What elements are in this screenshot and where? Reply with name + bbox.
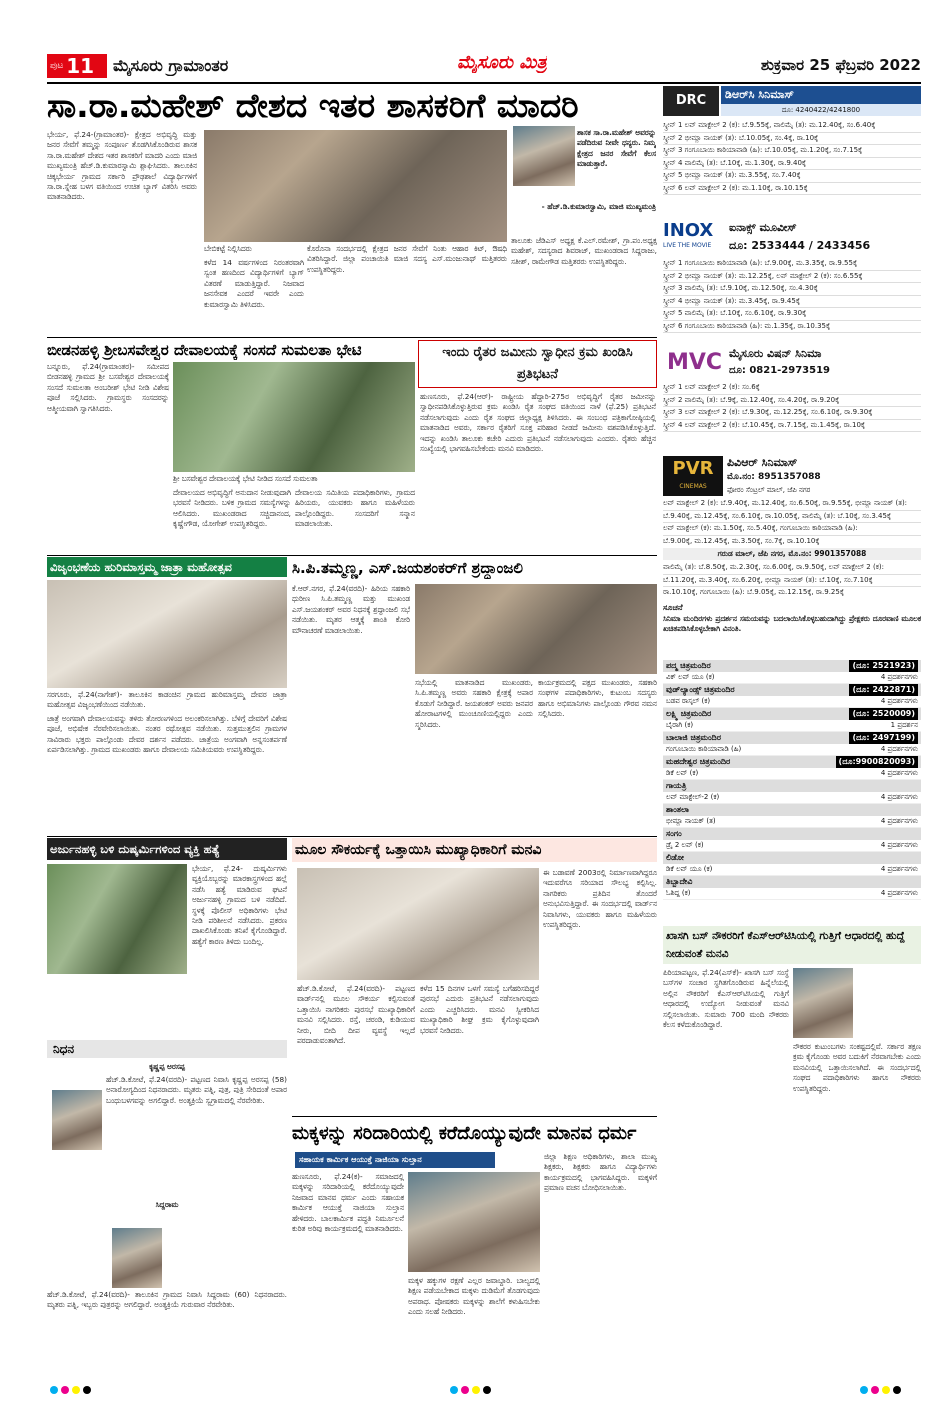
theatre-film: ಬೈರಾಗಿ (ಕ) xyxy=(666,721,694,729)
theatre-film-row xyxy=(663,768,921,780)
theatre-film: ಲವ್ ಮಾಕ್ಟೇಲ್-2 (ಕ) xyxy=(666,793,720,801)
obituary-heading-box: ನಿಧನ xyxy=(47,1040,287,1058)
theatre-film-row xyxy=(663,816,921,828)
theatre-name xyxy=(663,852,921,864)
theatre-name xyxy=(663,684,921,696)
theatre-shows: 1 ಪ್ರದರ್ಶನ xyxy=(890,721,918,729)
theatre-film-row xyxy=(663,864,921,876)
theatre-film-row xyxy=(663,720,921,732)
mvc-row: ಸ್ಕ್ರೀನ್ 4 ಲವ್ ಮಾಕ್ಟೇಲ್ 2 (ಕ): ಬೆ.10.45ಕ್ಕೆ, ರಾ.7.15ಕ್ಕೆ, ಮ.1.45ಕ್ಕೆ, ರಾ.10ಕ್ಕೆ xyxy=(663,420,921,433)
obituary-photo-2 xyxy=(112,1228,162,1288)
theatre-film: ಡ್ರೈ 2 ಲವ್ (ಕ) xyxy=(666,841,704,849)
story2-caption: ಶ್ರೀ ಬಸವೇಶ್ವರ ದೇವಾಲಯಕ್ಕೆ ಭೇಟಿ ನೀಡಿದ ಸಂಸದೆ ಸುಮಲತಾ xyxy=(173,474,318,483)
pvr-logo-text: PVR xyxy=(672,458,714,479)
black-dot xyxy=(83,1386,91,1394)
lead-photo xyxy=(204,130,507,242)
story3-headline-box: ಇಂದು ರೈತರ ಜಮೀನು ಸ್ವಾಧೀನ ಕ್ರಮ ಖಂಡಿಸಿ ಪ್ರತಿಭಟನೆ xyxy=(418,340,657,388)
theatre-shows: 4 ಪ್ರದರ್ಶನಗಳು xyxy=(880,841,918,849)
magenta-dot xyxy=(61,1386,69,1394)
pvr-row-2: ಬೆ.11.20ಕ್ಕೆ, ಮ.3.40ಕ್ಕೆ, ಸಂ.6.20ಕ್ಕೆ, ಭೀಮ್ಲಾ ನಾಯಕ್ (ತ): ಬೆ.10ಕ್ಕೆ, ಸಂ.7.10ಕ್ಕೆ xyxy=(663,575,921,588)
theatre-film: ಡಿಕೆ ಲವ್ (ಕ) xyxy=(666,769,699,777)
theatre-film-row xyxy=(663,888,921,900)
mvc-phone: ದೂ: 0821-2973519 xyxy=(729,365,831,376)
story4-caption: ಸರಗೂರು, ಫೆ.24(ನಾಗೇಶ್)- ತಾಲೂಕಿನ ಕಾಡಂಚಿನ ಗ್ರಾಮದ ಹುರಿಮಾಸ್ತಮ್ಮ ದೇವರ ಜಾತ್ರಾ ಮಹೋತ್ಸವ ವಿಜೃಂಭಣೆಯಿಂದ ನಡೆಯಿತು. xyxy=(47,690,287,710)
pvr-row-2: ವಾಲಿಮೈ (ತ): ಬೆ.8.50ಕ್ಕೆ, ಮ.2.30ಕ್ಕೆ, ಸಂ.6.00ಕ್ಕೆ, ರಾ.9.50ಕ್ಕೆ, ಲವ್ ಮಾಕ್ಟೇಲ್ 2 (ಕ): xyxy=(663,562,921,575)
pvr-row: ಬೆ.9.40ಕ್ಕೆ, ಮ.12.45ಕ್ಕೆ, ಸಂ.6.10ಕ್ಕೆ, ರಾ.10.05ಕ್ಕೆ, ವಾಲಿಮೈ (ತ): ಬೆ.10ಕ್ಕೆ, ಸಂ.3.45ಕ್ಕೆ xyxy=(663,511,921,524)
theatre-shows: 4 ಪ್ರದರ್ಶನಗಳು xyxy=(880,673,918,681)
theatre-film-row xyxy=(663,696,921,708)
inox-row: ಸ್ಕ್ರೀನ್ 5 ವಾಲಿಮೈ (ತ): ಬೆ.10ಕ್ಕೆ, ಸಂ.6.10ಕ್ಕೆ, ರಾ.9.30ಕ್ಕೆ xyxy=(663,308,921,321)
story6-headline-box: ಅರ್ಜುನಹಳ್ಳಿ ಬಳಿ ದುಷ್ಕರ್ಮಿಗಳಿಂದ ವ್ಯಕ್ತಿ ಹತ್ಯೆ xyxy=(47,838,287,860)
mvc-row: ಸ್ಕ್ರೀನ್ 2 ವಾಲಿಮೈ (ತ): ಬೆ.9ಕ್ಕೆ, ಮ.12.40ಕ್ಕೆ, ಸಂ.4.20ಕ್ಕೆ, ರಾ.9.20ಕ್ಕೆ xyxy=(663,395,921,408)
story8-sub-box: ಸಹಾಯಕ ಕಾರ್ಮಿಕ ಆಯುಕ್ತೆ ನಾಜಿಯಾ ಸುಲ್ತಾನ xyxy=(295,1152,495,1168)
pvr-list-2 xyxy=(663,562,921,598)
story9-col-1: ಪಿರಿಯಾಪಟ್ಟಣ, ಫೆ.24(ಎಸ್‌ಕೆ)- ಖಾಸಗಿ ಬಸ್ ಸಂಸ್ಥೆ ಬಸ್‌ಗಳ ಸಂಚಾರ ಸ್ಥಗಿತಗೊಂಡಿರುವ ಹಿನ್ನೆಲೆಯಲ್ಲಿ ಅಲ್ಲಿನ ನೌಕರರಿಗೆ ಕೆಎಸ್‌ಆರ್‌ಟಿಸಿಯಲ್ಲಿ ಗುತ್ತಿಗೆ ಆಧಾರದಲ್ಲಿ ಉದ್ಯೋಗ ನೀಡುವಂತೆ ಮನವಿ ಸಲ್ಲಿಸಲಾಯಿತು. ಸುಮಾರು 700 ಮಂದಿ ನೌಕರರು ಕೆಲಸ ಕಳೆದುಕೊಂಡಿದ್ದಾರೆ. xyxy=(663,968,789,1030)
obituary-body-2: ಹೆಚ್.ಡಿ.ಕೋಟೆ, ಫೆ.24(ವರದಿ)- ತಾಲೂಕಿನ ಗ್ರಾಮದ ನಿವಾಸಿ ಸಿದ್ದರಾಮ (60) ನಿಧನರಾದರು. ಮೃತರು ಪತ್ನಿ, ಇಬ್ಬರು ಪುತ್ರರನ್ನು ಅಗಲಿದ್ದಾರೆ. ಅಂತ್ಯಕ್ರಿಯೆ ಗುರುವಾರ ನೆರವೇರಿತು. xyxy=(47,1290,287,1310)
theatre-title: ಶಾಂತಲಾ xyxy=(666,805,689,814)
inox-row: ಸ್ಕ್ರೀನ್ 2 ಭೀಮ್ಲಾ ನಾಯಕ್ (ತ): ಮ.12.25ಕ್ಕೆ, ಲವ್ ಮಾಕ್ಟೇಲ್ 2 (ಕ): ಸಂ.6.55ಕ್ಕೆ xyxy=(663,271,921,284)
theatre-shows: 4 ಪ್ರದರ್ಶನಗಳು xyxy=(880,889,918,897)
story8-col-1: ಹುಣಸೂರು, ಫೆ.24(ಕ)- ಸಮಾಜದಲ್ಲಿ ಮಕ್ಕಳನ್ನು ಸರಿದಾರಿಯಲ್ಲಿ ಕರೆದೊಯ್ಯುವುದೇ ನಿಜವಾದ ಮಾನವ ಧರ್ಮ ಎಂದು ಸಹಾಯಕ ಕಾರ್ಮಿಕ ಆಯುಕ್ತೆ ನಾಜಿಯಾ ಸುಲ್ತಾನ ಹೇಳಿದರು. ಬಾಲಕಾರ್ಮಿಕ ಪದ್ಧತಿ ನಿರ್ಮೂಲನೆ ಕುರಿತ ಅರಿವು ಕಾರ್ಯಕ್ರಮದಲ್ಲಿ ಮಾತನಾಡಿದರು. xyxy=(292,1172,404,1234)
theatre-phone: (ದೂ: 2497199) xyxy=(849,732,918,744)
footer-marks-center xyxy=(450,1386,491,1394)
lead-col-1: ಭೇರ್ಯ, ಫೆ.24-(ಗ್ರಾಮಾಂತರ)- ಕ್ಷೇತ್ರದ ಅಭಿವೃದ್ಧಿ ಮತ್ತು ಜನರ ಸೇವೆಗೆ ತಮ್ಮನ್ನು ಸಂಪೂರ್ಣ ತೊಡಗಿಸಿಕೊಂಡಿರುವ ಶಾಸಕ ಸಾ.ರಾ.ಮಹೇಶ್ ದೇಶದ ಇತರ ಶಾಸಕರಿಗೆ ಮಾದರಿ ಎಂದು ಮಾಜಿ ಮುಖ್ಯಮಂತ್ರಿ ಹೆಚ್.ಡಿ.ಕುಮಾರಸ್ವಾಮಿ ಶ್ಲಾಘಿಸಿದರು. ತಾಲೂಕಿನ ಚಿಕ್ಕಭೇರ್ಯ ಗ್ರಾಮದ ಸರ್ಕಾರಿ ಪ್ರೌಢಶಾಲೆ ವಿದ್ಯಾರ್ಥಿಗಳಿಗೆ ಸಾ.ರಾ.ಸ್ನೇಹ ಬಳಗ ವತಿಯಿಂದ ಉಚಿತ ಬ್ಯಾಗ್ ವಿತರಿಸಿ ಅವರು ಮಾತನಾಡಿದರು. xyxy=(47,130,197,202)
section-title: ಮೈಸೂರು ಗ್ರಾಮಾಂತರ xyxy=(113,56,229,75)
theatre-film: ಡಿಕೆ ಲವ್ ಯೂ (ಕ) xyxy=(666,865,713,873)
story3-body: ಹುಣಸೂರು, ಫೆ.24(ಆರ್)- ರಾಷ್ಟ್ರೀಯ ಹೆದ್ದಾರಿ-275ರ ಅಭಿವೃದ್ಧಿಗೆ ರೈತರ ಜಮೀನನ್ನು ಸ್ವಾಧೀನಪಡಿಸಿಕೊಳ್ಳುತ್ತಿರುವ ಕ್ರಮ ಖಂಡಿಸಿ ರೈತ ಸಂಘದ ವತಿಯಿಂದ ನಾಳೆ (ಫೆ.25) ಪ್ರತಿಭಟನೆ ನಡೆಸಲಾಗುವುದು ಎಂದು ರೈತ ಸಂಘದ ಜಿಲ್ಲಾಧ್ಯಕ್ಷ ತಿಳಿಸಿದರು. ಈ ಸಂಬಂಧ ಪತ್ರಿಕಾಗೋಷ್ಠಿಯಲ್ಲಿ ಮಾತನಾಡಿದ ಅವರು, ಸರ್ಕಾರ ರೈತರಿಗೆ ಸೂಕ್ತ ಪರಿಹಾರ ನೀಡದೆ ಜಮೀನು ವಶಪಡಿಸಿಕೊಳ್ಳುತ್ತಿದೆ. ಇದನ್ನು ಖಂಡಿಸಿ ತಾಲೂಕು ಕಚೇರಿ ಎದುರು ಪ್ರತಿಭಟನೆ ನಡೆಸಲಾಗುವುದು ಎಂದರು. ರೈತರು ಹೆಚ್ಚಿನ ಸಂಖ್ಯೆಯಲ್ಲಿ ಭಾಗವಹಿಸಬೇಕೆಂದು ಮನವಿ ಮಾಡಿದರು. xyxy=(420,392,656,454)
story8-col-3: ಜಿಲ್ಲಾ ಶಿಕ್ಷಣ ಅಧಿಕಾರಿಗಳು, ಶಾಲಾ ಮುಖ್ಯ ಶಿಕ್ಷಕರು, ಶಿಕ್ಷಕರು ಹಾಗೂ ವಿದ್ಯಾರ್ಥಿಗಳು ಕಾರ್ಯಕ್ರಮದಲ್ಲಿ ಭಾಗವಹಿಸಿದ್ದರು. ಮಕ್ಕಳಿಗೆ ಪ್ರಮಾಣ ವಚನ ಬೋಧಿಸಲಾಯಿತು. xyxy=(544,1152,657,1193)
lead-col-4: ಕೊರೊನಾ ಸಂದರ್ಭದಲ್ಲಿ ಕ್ಷೇತ್ರದ ಜನರ ಸೇವೆಗೆ ನಿಂತು ಆಹಾರ ಕಿಟ್, ಔಷಧಿ ವಿತರಿಸಿದ್ದಾರೆ. ಜಿಲ್ಲಾ ಪಂಚಾಯಿತಿ ಮಾಜಿ ಸದಸ್ಯ ಎಸ್.ಮಂಜುನಾಥ್ ಮತ್ತಿತರರು ಉಪಸ್ಥಿತರಿದ್ದರು. xyxy=(307,244,507,274)
story5-photo xyxy=(415,584,657,674)
drc-list xyxy=(663,120,921,220)
theatre-phone: (ದೂ: 2520009) xyxy=(849,708,918,720)
story2-col-2: ದೇವಾಲಯದ ಅಭಿವೃದ್ಧಿಗೆ ಅನುದಾನ ನೀಡುವುದಾಗಿ ಭರವಸೆ ನೀಡಿದರು. ಬಳಿಕ ಗ್ರಾಮದ ಸಮಸ್ಯೆಗಳನ್ನು ಆಲಿಸಿದರು. ಮುಖಂಡರಾದ ಸಚ್ಚಿದಾನಂದ, ಕೃಷ್ಣೇಗೌಡ, ಯೋಗೇಶ್ ಉಪಸ್ಥಿತರಿದ್ದರು. xyxy=(173,488,291,529)
theatre-name xyxy=(663,804,921,816)
drc-row: ಸ್ಕ್ರೀನ್ 5 ಭೀಮ್ಲಾ ನಾಯಕ್ (ತ): ಮ.3.55ಕ್ಕೆ, ಸಂ.7.40ಕ್ಕೆ xyxy=(663,170,921,183)
lead-quote-box xyxy=(511,126,656,232)
story5-col-1: ಕೆ.ಆರ್.ನಗರ, ಫೆ.24(ವರದಿ)- ಹಿರಿಯ ಸಹಕಾರಿ ಧುರೀಣ ಸಿ.ಪಿ.ತಮ್ಮಣ್ಣ ಮತ್ತು ಮುಖಂಡ ಎಸ್.ಜಯಶಂಕರ್ ಅವರ ನಿಧನಕ್ಕೆ ಶ್ರದ್ಧಾಂಜಲಿ ಸಭೆ ನಡೆಯಿತು. ಮೃತರ ಆತ್ಮಕ್ಕೆ ಶಾಂತಿ ಕೋರಿ ಮೌನಾಚರಣೆ ಮಾಡಲಾಯಿತು. xyxy=(292,584,410,635)
drc-row: ಸ್ಕ್ರೀನ್ 4 ವಾಲಿಮೈ (ತ): ಬೆ.10ಕ್ಕೆ, ಮ.1.30ಕ್ಕೆ, ರಾ.9.40ಕ್ಕೆ xyxy=(663,158,921,171)
obituary-name-1: ಕೃಷ್ಣಪ್ಪ ಅರಸಪ್ಪ xyxy=(149,1062,185,1071)
theatre-film: ಗಂಗೂಬಾಯಿ ಕಾಠಿಯಾವಾಡಿ (ಹಿ) xyxy=(666,745,742,753)
story8-col-2: ಮಕ್ಕಳ ಹಕ್ಕುಗಳ ರಕ್ಷಣೆ ಎಲ್ಲರ ಜವಾಬ್ದಾರಿ. ಬಾಲ್ಯದಲ್ಲಿ ಶಿಕ್ಷಣ ಪಡೆಯಬೇಕಾದ ಮಕ್ಕಳು ದುಡಿಮೆಗೆ ತೊಡಗುವುದು ಅಪರಾಧ. ಪೋಷಕರು ಮಕ್ಕಳನ್ನು ಶಾಲೆಗೆ ಕಳುಹಿಸಬೇಕು ಎಂದು ಸಲಹೆ ನೀಡಿದರು. xyxy=(408,1276,540,1317)
theatre-name xyxy=(663,780,921,792)
yellow-dot xyxy=(472,1386,480,1394)
mvc-row: ಸ್ಕ್ರೀನ್ 1 ಲವ್ ಮಾಕ್ಟೇಲ್ 2 (ಕ): ಸಂ.6ಕ್ಕೆ xyxy=(663,382,921,395)
obituary-body-1: ಹೆಚ್.ಡಿ.ಕೋಟೆ, ಫೆ.24(ವರದಿ)- ಪಟ್ಟಣದ ನಿವಾಸಿ ಕೃಷ್ಣಪ್ಪ ಅರಸಪ್ಪ (58) ಅನಾರೋಗ್ಯದಿಂದ ನಿಧನರಾದರು. ಮೃತರು ಪತ್ನಿ, ಪುತ್ರ, ಪುತ್ರಿ ಸೇರಿದಂತೆ ಅಪಾರ ಬಂಧುಬಳಗವನ್ನು ಅಗಲಿದ್ದಾರೆ. ಅಂತ್ಯಕ್ರಿಯೆ ಸ್ವಗ್ರಾಮದಲ್ಲಿ ನೆರವೇರಿತು. xyxy=(106,1075,287,1105)
story4-body: ಜಾತ್ರೆ ಅಂಗವಾಗಿ ದೇವಾಲಯವನ್ನು ತಳಿರು ತೋರಣಗಳಿಂದ ಅಲಂಕರಿಸಲಾಗಿತ್ತು. ಬೆಳಿಗ್ಗೆ ದೇವರಿಗೆ ವಿಶೇಷ ಪೂಜೆ, ಅಭಿಷೇಕ ನೆರವೇರಿಸಲಾಯಿತು. ನಂತರ ರಥೋತ್ಸವ ನಡೆಯಿತು. ಸುತ್ತಮುತ್ತಲಿನ ಗ್ರಾಮಗಳ ಸಾವಿರಾರು ಭಕ್ತರು ಪಾಲ್ಗೊಂಡು ದೇವರ ದರ್ಶನ ಪಡೆದರು. ಜಾತ್ರೆಯ ಅಂಗವಾಗಿ ಅನ್ನಸಂತರ್ಪಣೆ ಏರ್ಪಡಿಸಲಾಗಿತ್ತು. ಗ್ರಾಮದ ಮುಖಂಡರು ಹಾಗೂ ದೇವಾಲಯ ಸಮಿತಿಯವರು ಉಪಸ್ಥಿತರಿದ್ದರು. xyxy=(47,714,287,755)
story8-headline-box: ಮಕ್ಕಳನ್ನು ಸರಿದಾರಿಯಲ್ಲಿ ಕರೆದೊಯ್ಯುವುದೇ ಮಾನವ ಧರ್ಮ xyxy=(292,1123,637,1144)
pvr-header xyxy=(663,456,921,496)
theatre-name xyxy=(663,732,921,744)
story9-headline-box: ಖಾಸಗಿ ಬಸ್ ನೌಕರರಿಗೆ ಕೆಎಸ್‌ಆರ್‌ಟಿಸಿಯಲ್ಲಿ ಗುತ್ತಿಗೆ ಆಧಾರದಲ್ಲಿ ಹುದ್ದೆ ನೀಡುವಂತೆ ಮನವಿ xyxy=(663,926,921,964)
pvr-row: ಲವ್ ಮಾಕ್ಟೇಲ್ 2 (ಕ): ಬೆ.9.40ಕ್ಕೆ, ಮ.12.40ಕ್ಕೆ, ಸಂ.6.50ಕ್ಕೆ, ರಾ.9.55ಕ್ಕೆ, ಭೀಮ್ಲಾ ನಾಯಕ್ (ತ): xyxy=(663,498,921,511)
drc-row: ಸ್ಕ್ರೀನ್ 6 ಲವ್ ಮಾಕ್ಟೇಲ್ 2 (ಕ): ಮ.1.10ಕ್ಕೆ, ರಾ.10.15ಕ್ಕೆ xyxy=(663,183,921,196)
theatre-shows: 4 ಪ್ರದರ್ಶನಗಳು xyxy=(880,697,918,705)
pvr-list xyxy=(663,498,921,546)
drc-row: ಸ್ಕ್ರೀನ್ 1 ಲವ್ ಮಾಕ್ಟೇಲ್ 2 (ಕ): ಬೆ.9.55ಕ್ಕೆ, ವಾಲಿಮೈ (ತ): ಮ.12.40ಕ್ಕೆ, ಸಂ.6.40ಕ್ಕೆ xyxy=(663,120,921,133)
theatre-title: ಸಂಗಂ xyxy=(666,829,682,838)
pvr-logo-tag: CINEMAS xyxy=(679,483,707,490)
theatre-title: ವುಡ್‌ಲ್ಯಾಂಡ್ಸ್ ಚಿತ್ರಮಂದಿರ xyxy=(666,685,735,694)
theatre-phone: (ದೂ: 2521923) xyxy=(849,660,918,672)
theatre-shows: 4 ಪ್ರದರ್ಶನಗಳು xyxy=(880,865,918,873)
story7-headline-box: ಮೂಲ ಸೌಕರ್ಯಕ್ಕೆ ಒತ್ತಾಯಿಸಿ ಮುಖ್ಯಾಧಿಕಾರಿಗೆ ಮನವಿ xyxy=(292,838,657,862)
theatre-film-row xyxy=(663,840,921,852)
rule-3 xyxy=(47,836,657,837)
theatre-name xyxy=(663,660,921,672)
page-header xyxy=(47,52,921,82)
story7-photo xyxy=(297,868,539,980)
story6-photo xyxy=(47,864,187,974)
magenta-dot xyxy=(871,1386,879,1394)
story7-col-2: ಕಳೆದ 15 ದಿನಗಳ ಒಳಗೆ ಸಮಸ್ಯೆ ಬಗೆಹರಿಸದಿದ್ದರೆ ಪುರಸಭೆ ಎದುರು ಪ್ರತಿಭಟನೆ ನಡೆಸಲಾಗುವುದು ಎಂದು ಎಚ್ಚರಿಸಿದರು. ಮನವಿ ಸ್ವೀಕರಿಸಿದ ಮುಖ್ಯಾಧಿಕಾರಿ ಶೀಘ್ರ ಕ್ರಮ ಕೈಗೊಳ್ಳುವುದಾಗಿ ಭರವಸೆ ನೀಡಿದರು. xyxy=(420,984,539,1035)
story2-col-3: ದೇವಾಲಯ ಸಮಿತಿಯ ಪದಾಧಿಕಾರಿಗಳು, ಗ್ರಾಮದ ಹಿರಿಯರು, ಯುವಕರು ಹಾಗೂ ಮಹಿಳೆಯರು ಪಾಲ್ಗೊಂಡಿದ್ದರು. ಸಂಸದರಿಗೆ ಸನ್ಮಾನ ಮಾಡಲಾಯಿತು. xyxy=(295,488,415,529)
inox-list xyxy=(663,258,921,340)
page-label: ಪುಟ xyxy=(50,61,64,71)
theatre-film-row xyxy=(663,792,921,804)
lead-quote: ಶಾಸಕ ಸಾ.ರಾ.ಮಹೇಶ್ ಅವರನ್ನು ಪಡೆದಿರುವ ನೀವೇ ಧನ್ಯರು. ನಿಮ್ಮ ಕ್ಷೇತ್ರದ ಜನರ ಸೇವೆಗೆ ಕೆಲಸ ಮಾಡುತ್ತಾರೆ. xyxy=(577,128,656,169)
story2-photo xyxy=(173,362,415,472)
theatre-shows: 4 ಪ್ರದರ್ಶನಗಳು xyxy=(880,745,918,753)
lead-headline: ಸಾ.ರಾ.ಮಹೇಶ್ ದೇಶದ ಇತರ ಶಾಸಕರಿಗೆ ಮಾದರಿ xyxy=(47,86,657,126)
theatre-name xyxy=(663,828,921,840)
magenta-dot xyxy=(461,1386,469,1394)
page-number: 11 xyxy=(66,54,95,78)
drc-row: ಸ್ಕ್ರೀನ್ 2 ಭೀಮ್ಲಾ ನಾಯಕ್ (ತ): ಬೆ.10.05ಕ್ಕೆ, ಸಂ.4ಕ್ಕೆ, ರಾ.10ಕ್ಕೆ xyxy=(663,133,921,146)
theatre-film-row xyxy=(663,744,921,756)
theatre-shows: 4 ಪ್ರದರ್ಶನಗಳು xyxy=(880,769,918,777)
quote-portrait xyxy=(513,126,575,186)
drc-phone: ದೂ: 4240422/4241800 xyxy=(721,104,921,116)
story5-col-2: ಸಭೆಯಲ್ಲಿ ಮಾತನಾಡಿದ ಮುಖಂಡರು, ಸಿ.ಪಿ.ತಮ್ಮಣ್ಣ ಅವರು ಸಹಕಾರಿ ಕ್ಷೇತ್ರಕ್ಕೆ ಅಪಾರ ಕೊಡುಗೆ ನೀಡಿದ್ದಾರೆ. ಜಯಶಂಕರ್ ಅವರು ಜನಪರ ಹೋರಾಟಗಳಲ್ಲಿ ಮುಂಚೂಣಿಯಲ್ಲಿದ್ದರು ಎಂದು ಸ್ಮರಿಸಿದರು. xyxy=(415,678,533,729)
theatre-film-row xyxy=(663,672,921,684)
inox-logo-text: INOX xyxy=(663,220,714,241)
inox-phone: ದೂ: 2533444 / 2433456 xyxy=(729,239,871,252)
story2-col-1: ಬನ್ನೂರು, ಫೆ.24(ಗ್ರಾಮಾಂತರ)- ಸಮೀಪದ ಬೀಡನಹಳ್ಳಿ ಗ್ರಾಮದ ಶ್ರೀ ಬಸವೇಶ್ವರ ದೇವಾಲಯಕ್ಕೆ ಸಂಸದೆ ಸುಮಲತಾ ಅಂಬರೀಶ್ ಭೇಟಿ ನೀಡಿ ವಿಶೇಷ ಪೂಜೆ ಸಲ್ಲಿಸಿದರು. ಗ್ರಾಮಸ್ಥರು ಸಂಸದರನ್ನು ಆತ್ಮೀಯವಾಗಿ ಸ್ವಾಗತಿಸಿದರು. xyxy=(47,362,169,413)
story9-photo xyxy=(793,968,853,1038)
story6-body: ಭೇರ್ಯ, ಫೆ.24- ದುಷ್ಕರ್ಮಿಗಳು ವ್ಯಕ್ತಿಯೊಬ್ಬರನ್ನು ಮಾರಕಾಸ್ತ್ರಗಳಿಂದ ಹಲ್ಲೆ ನಡೆಸಿ ಹತ್ಯೆ ಮಾಡಿರುವ ಘಟನೆ ಅರ್ಜುನಹಳ್ಳಿ ಗ್ರಾಮದ ಬಳಿ ನಡೆದಿದೆ. ಸ್ಥಳಕ್ಕೆ ಪೊಲೀಸ್ ಅಧಿಕಾರಿಗಳು ಭೇಟಿ ನೀಡಿ ಪರಿಶೀಲನೆ ನಡೆಸಿದರು. ಪ್ರಕರಣ ದಾಖಲಿಸಿಕೊಂಡು ತನಿಖೆ ಕೈಗೊಂಡಿದ್ದಾರೆ. ಹತ್ಯೆಗೆ ಕಾರಣ ತಿಳಿದು ಬಂದಿಲ್ಲ. xyxy=(192,864,287,946)
obituary-name-2: ಸಿದ್ದರಾಮ xyxy=(155,1200,179,1209)
theatre-title: ಮಹದೇಶ್ವರ ಚಿತ್ರಮಂದಿರ xyxy=(666,757,731,766)
theatre-film: ಓಶಿದ್ದ (ಕ) xyxy=(666,889,691,897)
mvc-name: ಮೈಸೂರು ವಿಷನ್ ಸಿನಿಮಾ xyxy=(729,347,822,360)
inox-logo-tag: LIVE THE MOVIE xyxy=(663,242,712,249)
notice-body: ಸಿನಿಮಾ ಮಂದಿರಗಳು ಪ್ರದರ್ಶನ ಸಮಯವನ್ನು ಬದಲಾಯಿಸಿಕೊಳ್ಳಬಹುದಾಗಿದ್ದು ಪ್ರೇಕ್ಷಕರು ದೂರವಾಣಿ ಮೂಲಕ ಖಚಿತಪಡಿಸಿಕೊಳ್ಳಬೇಕಾಗಿ ವಿನಂತಿ. xyxy=(663,614,921,634)
story4-photo xyxy=(47,580,287,688)
notice-title: ಸೂಚನೆ xyxy=(663,603,683,612)
inox-row: ಸ್ಕ್ರೀನ್ 4 ಭೀಮ್ಲಾ ನಾಯಕ್ (ತ): ಮ.3.45ಕ್ಕೆ, ರಾ.9.45ಕ್ಕೆ xyxy=(663,296,921,309)
story7-col-1: ಹೆಚ್.ಡಿ.ಕೋಟೆ, ಫೆ.24(ವರದಿ)- ಪಟ್ಟಣದ ವಾರ್ಡ್‌ನಲ್ಲಿ ಮೂಲ ಸೌಕರ್ಯ ಕಲ್ಪಿಸುವಂತೆ ಒತ್ತಾಯಿಸಿ ನಾಗರಿಕರು ಪುರಸಭೆ ಮುಖ್ಯಾಧಿಕಾರಿಗೆ ಮನವಿ ಸಲ್ಲಿಸಿದರು. ರಸ್ತೆ, ಚರಂಡಿ, ಕುಡಿಯುವ ನೀರು, ಬೀದಿ ದೀಪ ವ್ಯವಸ್ಥೆ ಇಲ್ಲದೆ ಪರದಾಡುವಂತಾಗಿದೆ. xyxy=(297,984,415,1046)
inox-header xyxy=(663,220,921,256)
theatre-name xyxy=(663,756,921,768)
theatre-shows: 4 ಪ್ರದರ್ಶನಗಳು xyxy=(880,817,918,825)
pvr-mall: ಫೋರಂ ಸೆಂಟ್ರಲ್ ಮಾಲ್, ಜೆಪಿ ನಗರ xyxy=(727,486,811,494)
lead-quote-author: - ಹೆಚ್.ಡಿ.ಕುಮಾರಸ್ವಾಮಿ, ಮಾಜಿ ಮುಖ್ಯಮಂತ್ರಿ xyxy=(541,202,656,211)
inox-row: ಸ್ಕ್ರೀನ್ 6 ಗಂಗೂಬಾಯಿ ಕಾಠಿಯಾವಾಡಿ (ಹಿ): ಮ.1.35ಕ್ಕೆ, ರಾ.10.35ಕ್ಕೆ xyxy=(663,321,921,334)
inox-row: ಸ್ಕ್ರೀನ್ 1 ಗಂಗೂಬಾಯಿ ಕಾಠಿಯಾವಾಡಿ (ಹಿ): ಬೆ.9.00ಕ್ಕೆ, ಮ.3.35ಕ್ಕೆ, ರಾ.9.55ಕ್ಕೆ xyxy=(663,258,921,271)
footer-marks-left xyxy=(50,1386,91,1394)
theatre-phone: (ದೂ:9900820093) xyxy=(836,756,918,768)
story7-col-3: ಈ ಬಡಾವಣೆ 2003ರಲ್ಲಿ ನಿರ್ಮಾಣವಾಗಿದ್ದರೂ ಇದುವರೆಗೂ ಸರಿಯಾದ ಸೌಲಭ್ಯ ಕಲ್ಪಿಸಿಲ್ಲ. ನಾಗರಿಕರು ಪ್ರತಿದಿನ ತೊಂದರೆ ಅನುಭವಿಸುತ್ತಿದ್ದಾರೆ. ಈ ಸಂದರ್ಭದಲ್ಲಿ ವಾರ್ಡ್‌ನ ನಿವಾಸಿಗಳು, ಯುವಕರು ಹಾಗೂ ಮಹಿಳೆಯರು ಉಪಸ್ಥಿತರಿದ್ದರು. xyxy=(543,868,657,930)
theatre-film: ಬಡವ ರಾಸ್ಕಲ್ (ಕ) xyxy=(666,697,711,705)
inox-name: ಐನಾಕ್ಸ್ ಮೂವೀಸ್ xyxy=(729,221,797,234)
story5-headline-box: ಸಿ.ಪಿ.ತಮ್ಮಣ್ಣ, ಎಸ್.ಜಯಶಂಕರ್‌ಗೆ ಶ್ರದ್ಧಾಂಜಲಿ xyxy=(292,559,523,577)
page-number-box xyxy=(47,54,107,78)
theatre-title: ಗಾಯತ್ರಿ xyxy=(666,781,687,790)
mvc-list xyxy=(663,382,921,452)
theatre-name xyxy=(663,876,921,888)
pvr-row: ಲವ್ ಮಾಕ್ಟೇಲ್ (ಕ): ಮ.1.50ಕ್ಕೆ, ಸಂ.5.40ಕ್ಕೆ, ಗಂಗೂಬಾಯಿ ಕಾಠಿಯಾವಾಡಿ (ಹಿ): xyxy=(663,523,921,536)
theatre-name xyxy=(663,708,921,720)
header-rule xyxy=(47,82,921,84)
theatre-title: ಬಾಲಾಜಿ ಚಿತ್ರಮಂದಿರ xyxy=(666,733,721,742)
cyan-dot xyxy=(50,1386,58,1394)
mvc-logo: MVC xyxy=(667,350,723,375)
drc-header xyxy=(663,86,921,118)
theatre-title: ಪದ್ಮ ಚಿತ್ರಮಂದಿರ xyxy=(666,661,711,670)
drc-row: ಸ್ಕ್ರೀನ್ 3 ಗಂಗೂಬಾಯಿ ಕಾಠಿಯಾವಾಡಿ (ಹಿ): ಬೆ.10.05ಕ್ಕೆ, ಮ.1.20ಕ್ಕೆ, ಸಂ.7.15ಕ್ಕೆ xyxy=(663,145,921,158)
drc-logo: DRC xyxy=(663,86,719,116)
pvr-mall-2: ಗರುಡ ಮಾಲ್, ಜೆಪಿ ನಗರ, ಮೊ.ನಂ: 9901357088 xyxy=(663,548,921,560)
theatre-film: ಭೀಮ್ಲಾ ನಾಯಕ್ (ತ) xyxy=(666,817,716,825)
rule-lead xyxy=(47,337,657,338)
pvr-logo xyxy=(663,456,723,496)
lead-col-3: ಕಳೆದ 14 ವರ್ಷಗಳಿಂದ ನಿರಂತರವಾಗಿ ಸ್ವಂತ ಹಣದಿಂದ ವಿದ್ಯಾರ್ಥಿಗಳಿಗೆ ಬ್ಯಾಗ್ ವಿತರಣೆ ಮಾಡುತ್ತಿದ್ದಾರೆ. ನಿಜವಾದ ಜನಸೇವಕ ಎಂದರೆ ಇವರೇ ಎಂದು ಕುಮಾರಸ್ವಾಮಿ ತಿಳಿಸಿದರು. xyxy=(204,258,304,309)
story4-headline-box: ವಿಜೃಂಭಣೆಯ ಹುರಿಮಾಸ್ತಮ್ಮ ಜಾತ್ರಾ ಮಹೋತ್ಸವ xyxy=(47,557,287,577)
theatre-shows: 4 ಪ್ರದರ್ಶನಗಳು xyxy=(880,793,918,801)
theatre-phone: (ದೂ: 2422871) xyxy=(849,684,918,696)
mvc-header xyxy=(663,346,921,380)
lead-col-5: ತಾಲೂಕು ಜೆಡಿಎಸ್ ಅಧ್ಯಕ್ಷ ಕೆ.ಎಲ್.ರಮೇಶ್, ಗ್ರಾ.ಪಂ.ಅಧ್ಯಕ್ಷ ಮಹೇಶ್, ಸದಸ್ಯರಾದ ಶಿವರಾಜ್, ಮುಖಂಡರಾದ ಸಿದ್ದರಾಜು, ಸತೀಶ್, ರಾಮೇಗೌಡ ಮತ್ತಿತರರು ಉಪಸ್ಥಿತರಿದ್ದರು. xyxy=(511,236,657,266)
black-dot xyxy=(483,1386,491,1394)
black-dot xyxy=(893,1386,901,1394)
inox-logo xyxy=(663,220,727,256)
rule-4 xyxy=(292,1116,657,1117)
pvr-name: ಪಿವಿಆರ್ ಸಿನಿಮಾಸ್ xyxy=(727,456,798,469)
story9-col-2: ನೌಕರರ ಕುಟುಂಬಗಳು ಸಂಕಷ್ಟದಲ್ಲಿವೆ. ಸರ್ಕಾರ ತಕ್ಷಣ ಕ್ರಮ ಕೈಗೊಂಡು ಅವರ ಬದುಕಿಗೆ ನೆರವಾಗಬೇಕು ಎಂದು ಮನವಿಯಲ್ಲಿ ಒತ್ತಾಯಿಸಲಾಗಿದೆ. ಈ ಸಂದರ್ಭದಲ್ಲಿ ಸಂಘದ ಪದಾಧಿಕಾರಿಗಳು ಹಾಗೂ ನೌಕರರು ಉಪಸ್ಥಿತರಿದ್ದರು. xyxy=(793,1042,921,1093)
pvr-phone: ಮೊ.ನಂ: 8951357088 xyxy=(727,472,821,482)
cyan-dot xyxy=(450,1386,458,1394)
drc-name: ಡಿಆರ್‌ಸಿ ಸಿನಿಮಾಸ್ xyxy=(721,86,921,104)
theatre-list xyxy=(663,660,921,922)
page-date: ಶುಕ್ರವಾರ 25 ಫೆಬ್ರವರಿ 2022 xyxy=(760,56,921,74)
story2-headline-box: ಬೀಡನಹಳ್ಳಿ ಶ್ರೀಬಸವೇಶ್ವರ ದೇವಾಲಯಕ್ಕೆ ಸಂಸದೆ ಸುಮಲತಾ ಭೇಟಿ xyxy=(47,341,362,359)
masthead: ಮೈಸೂರು ಮಿತ್ರ xyxy=(457,52,547,73)
pvr-row: ಬೆ.9.00ಕ್ಕೆ, ಮ.12.45ಕ್ಕೆ, ಮ.3.50ಕ್ಕೆ, ಸಂ.7ಕ್ಕೆ, ರಾ.10.10ಕ್ಕೆ xyxy=(663,536,921,547)
theatre-title: ಲಕ್ಷ್ಮಿ ಚಿತ್ರಮಂದಿರ xyxy=(666,709,712,718)
rule-2 xyxy=(47,555,657,556)
footer-marks-right xyxy=(860,1386,901,1394)
obituary-photo-1 xyxy=(52,1090,102,1150)
yellow-dot xyxy=(72,1386,80,1394)
cyan-dot xyxy=(860,1386,868,1394)
theatre-film: ವಿಕ್ ಲವ್ ಯೂ (ಕ) xyxy=(666,673,715,681)
theatre-title: ತಿಬ್ಬಾದೇವಿ xyxy=(666,877,693,886)
story5-col-3: ಕಾರ್ಯಕ್ರಮದಲ್ಲಿ ಪಕ್ಷದ ಮುಖಂಡರು, ಸಹಕಾರಿ ಸಂಘಗಳ ಪದಾಧಿಕಾರಿಗಳು, ಕುಟುಂಬ ಸದಸ್ಯರು ಹಾಗೂ ಅಭಿಮಾನಿಗಳು ಪಾಲ್ಗೊಂಡು ಗೌರವ ನಮನ ಸಲ್ಲಿಸಿದರು. xyxy=(538,678,657,719)
pvr-row-2: ರಾ.10.10ಕ್ಕೆ, ಗಂಗೂಬಾಯಿ (ಹಿ): ಬೆ.9.05ಕ್ಕೆ, ಮ.12.15ಕ್ಕೆ, ರಾ.9.25ಕ್ಕೆ xyxy=(663,587,921,598)
yellow-dot xyxy=(882,1386,890,1394)
theatre-title: ಲಿಡೋ xyxy=(666,853,684,862)
inox-row: ಸ್ಕ್ರೀನ್ 3 ವಾಲಿಮೈ (ತ): ಬೆ.9.10ಕ್ಕೆ, ಮ.12.50ಕ್ಕೆ, ಸಂ.4.30ಕ್ಕೆ xyxy=(663,283,921,296)
lead-photo-caption: ಬೇಬಿಕಟ್ಟೆ ನಿಲ್ಲಿಸಿದರು xyxy=(204,244,252,253)
mvc-row: ಸ್ಕ್ರೀನ್ 3 ಲವ್ ಮಾಕ್ಟೇಲ್ 2 (ಕ): ಬೆ.9.30ಕ್ಕೆ, ಮ.12.25ಕ್ಕೆ, ಸಂ.6.10ಕ್ಕೆ, ರಾ.9.30ಕ್ಕೆ xyxy=(663,407,921,420)
story8-photo xyxy=(408,1172,540,1272)
